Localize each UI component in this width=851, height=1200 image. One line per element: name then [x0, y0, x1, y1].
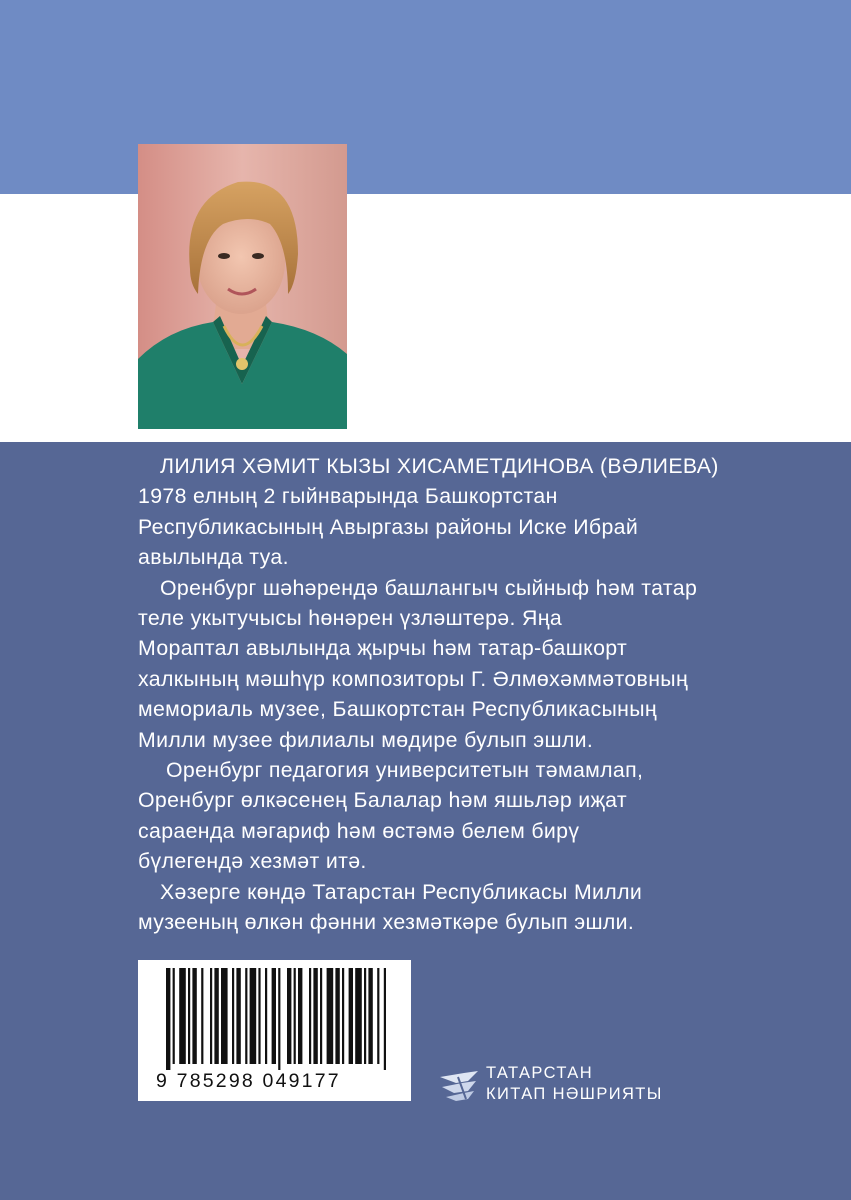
publisher-name-line1: ТАТАРСТАН [486, 1064, 594, 1082]
bio-line: Оренбург педагогия университетын тәмамлап, [166, 758, 644, 783]
publisher-name-line2: КИТАП НӘШРИЯТЫ [486, 1085, 663, 1103]
barcode-bar [377, 968, 379, 1064]
publisher-mark [438, 1063, 678, 1108]
barcode-bar [221, 968, 228, 1064]
barcode-bar [327, 968, 334, 1064]
barcode-bar [313, 968, 317, 1064]
barcode-bar [349, 968, 353, 1064]
barcode-bar [320, 968, 322, 1064]
barcode-bar [192, 968, 196, 1064]
bio-line: Республикасының Авыргазы районы Иске Ибрай [138, 514, 639, 539]
barcode-bar [214, 968, 218, 1064]
barcode-bar [309, 968, 311, 1064]
barcode-bar [201, 968, 203, 1064]
barcode-bar [258, 968, 260, 1064]
barcode-bar [173, 968, 175, 1064]
barcode-bar [166, 968, 170, 1070]
bio-line: Оренбург өлкәсенең Балалар һәм яшьләр иҗат [138, 788, 627, 813]
barcode-bar [342, 968, 344, 1064]
barcode-bar [265, 968, 267, 1064]
bio-line: теле укытучысы һөнәрен үзләштерә. Яңа [138, 606, 563, 631]
barcode-bar [335, 968, 339, 1064]
barcode-bar [278, 968, 280, 1070]
bio-line: музееның өлкән фәнни хезмәткәре булып эшли. [138, 910, 635, 935]
barcode-bar [364, 968, 366, 1064]
white-band [0, 194, 851, 442]
barcode-bar [287, 968, 291, 1064]
bio-line: Милли музее филиалы мөдире булып эшли. [138, 727, 594, 752]
bio-line: 1978 елның 2 гыйнварында Башкортстан [138, 484, 558, 509]
barcode-bar [298, 968, 302, 1064]
isbn-number: 9 785298 049177 [156, 1070, 341, 1092]
barcode-bar [355, 968, 362, 1064]
bio-line: бүлегендә хезмәт итә. [138, 849, 367, 874]
bio-line: мемориаль музее, Башкортстан Республикасының [138, 697, 658, 722]
barcode-bars [138, 960, 411, 1070]
barcode-bar [232, 968, 234, 1064]
author-bio [138, 451, 738, 938]
barcode-bar [236, 968, 240, 1064]
isbn-barcode [138, 960, 411, 1101]
barcode-bar [368, 968, 372, 1064]
author-photo [138, 144, 347, 429]
bio-line: Мораптал авылында җырчы һәм татар-башкорт [138, 636, 628, 661]
barcode-bar [188, 968, 190, 1064]
barcode-bar [245, 968, 247, 1064]
barcode-bar [272, 968, 276, 1064]
barcode-bar [250, 968, 257, 1064]
barcode-bar [210, 968, 212, 1064]
barcode-bar [179, 968, 186, 1064]
publisher-logo-icon [438, 1069, 482, 1103]
barcode-bar [294, 968, 296, 1064]
author-name-heading: ЛИЛИЯ ХӘМИТ КЫЗЫ ХИСАМЕТДИНОВА (ВӘЛИЕВА) [160, 454, 719, 478]
bio-line: сараенда мәгариф һәм өстәмә белем бирү [138, 818, 580, 843]
bio-line: халкының мәшһүр композиторы Г. Әлмөхәммәтовның [138, 666, 689, 691]
top-color-band [0, 0, 851, 194]
publisher-name [486, 1063, 663, 1105]
barcode-bar [384, 968, 386, 1070]
bio-line: авылында туа. [138, 545, 289, 570]
bio-line: Хәзерге көндә Татарстан Республикасы Милли [160, 879, 643, 904]
bio-line: Оренбург шәһәрендә башлангыч сыйныф һәм татар [160, 575, 698, 600]
